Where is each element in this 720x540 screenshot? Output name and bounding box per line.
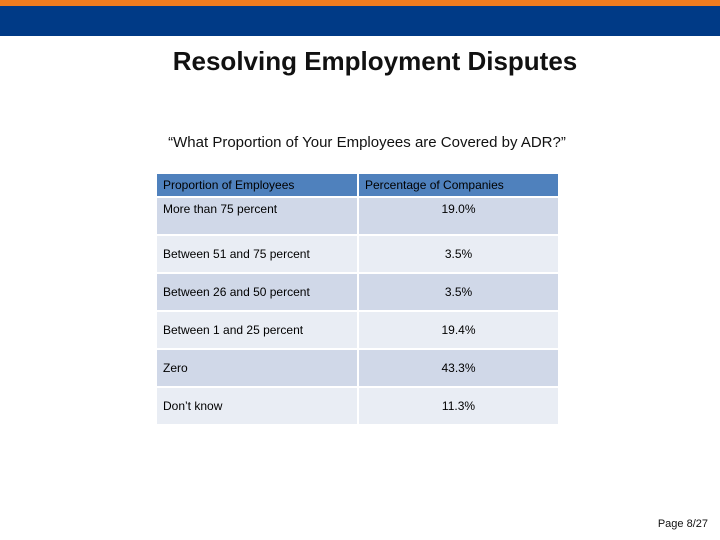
header-band xyxy=(0,6,720,36)
row-value: 11.3% xyxy=(358,387,558,424)
row-label: Between 51 and 75 percent xyxy=(157,235,358,273)
row-value: 19.4% xyxy=(358,311,558,349)
table-row xyxy=(157,387,558,424)
table-row xyxy=(157,349,558,387)
row-value: 3.5% xyxy=(358,235,558,273)
row-label: Don’t know xyxy=(157,387,358,424)
table-row xyxy=(157,197,558,235)
column-header-percentage: Percentage of Companies xyxy=(358,174,558,197)
page-number: Page 8/27 xyxy=(657,518,708,530)
column-header-proportion: Proportion of Employees xyxy=(157,174,358,197)
table-header-row xyxy=(157,174,558,197)
row-value: 19.0% xyxy=(358,197,558,235)
adr-coverage-table xyxy=(157,174,558,424)
table-row xyxy=(157,311,558,349)
row-label: Zero xyxy=(157,349,358,387)
table-row xyxy=(157,273,558,311)
table-row xyxy=(157,235,558,273)
page-title: Resolving Employment Disputes xyxy=(172,46,578,76)
survey-question: “What Proportion of Your Employees are Covered by ADR?” xyxy=(168,134,566,151)
row-label: Between 1 and 25 percent xyxy=(157,311,358,349)
row-value: 3.5% xyxy=(358,273,558,311)
row-label: More than 75 percent xyxy=(157,197,358,235)
row-label: Between 26 and 50 percent xyxy=(157,273,358,311)
row-value: 43.3% xyxy=(358,349,558,387)
